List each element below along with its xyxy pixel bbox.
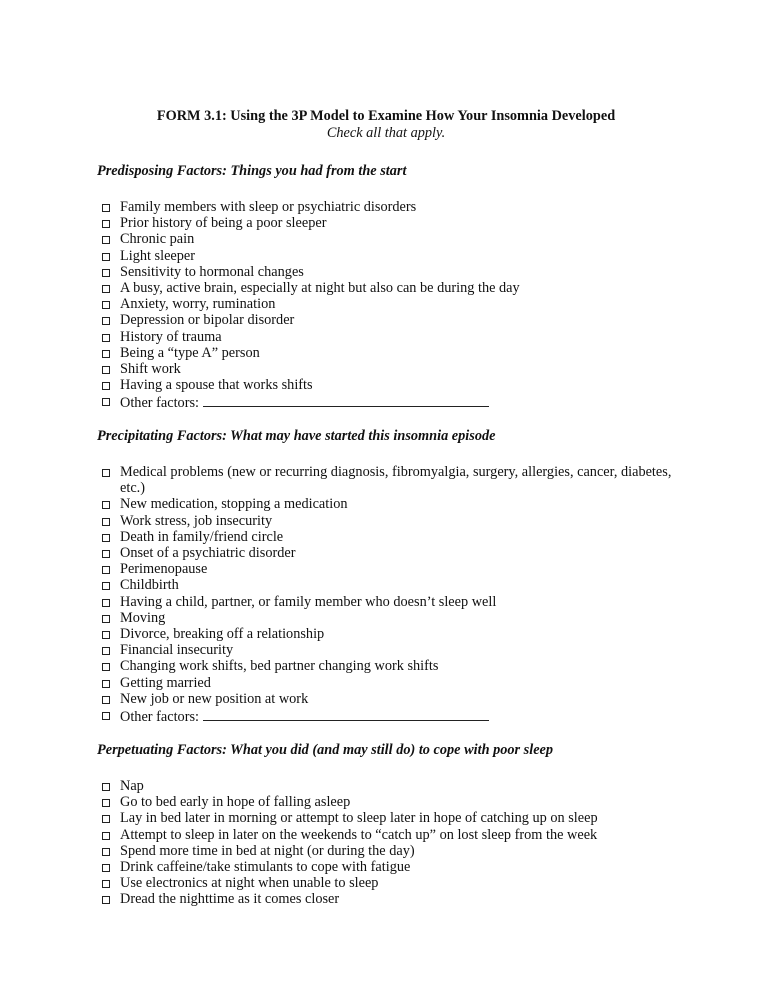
checklist-item: [97, 675, 697, 691]
checklist-item: [97, 513, 697, 529]
write-in-line[interactable]: [203, 707, 489, 721]
checklist-item: [97, 658, 697, 674]
checklist-item-label: Prior history of being a poor sleeper: [120, 215, 327, 232]
form-title: FORM 3.1: Using the 3P Model to Examine How Your Insomnia Developed: [156, 108, 616, 124]
checkbox[interactable]: [102, 501, 110, 509]
checklist-item-label: Being a “type A” person: [120, 344, 260, 361]
checkbox[interactable]: [102, 350, 110, 358]
checklist-item: [97, 610, 697, 626]
checklist-item: [97, 377, 697, 393]
checklist-item: [97, 561, 697, 577]
checkbox[interactable]: [102, 236, 110, 244]
checkbox[interactable]: [102, 269, 110, 277]
checklist-item-label: Death in family/friend circle: [120, 528, 284, 545]
checkbox[interactable]: [102, 301, 110, 309]
checkbox[interactable]: [102, 799, 110, 807]
checklist-item: [97, 215, 697, 231]
checkbox[interactable]: [102, 663, 110, 671]
checklist-item-label: Light sleeper: [120, 247, 196, 264]
checklist-item: [97, 296, 697, 312]
checklist-item: [97, 626, 697, 642]
checkbox[interactable]: [102, 550, 110, 558]
checklist-item-label: Other factors:: [120, 395, 199, 412]
checklist-item: [97, 859, 697, 875]
write-in-line[interactable]: [203, 393, 489, 407]
checklist-item: [97, 231, 697, 247]
checklist-item-label: Family members with sleep or psychiatric disorders: [120, 199, 417, 215]
checklist-item-label: Use electronics at night when unable to sleep: [120, 875, 379, 892]
checkbox[interactable]: [102, 631, 110, 639]
checklist-item-label: Drink caffeine/take stimulants to cope with fatigue: [120, 859, 411, 876]
checklist-item: [97, 875, 697, 891]
checkbox[interactable]: [102, 696, 110, 704]
checklist-item-label: Moving: [120, 609, 166, 626]
checklist-item: [97, 361, 697, 377]
checklist-item: [97, 891, 697, 907]
checkbox[interactable]: [102, 712, 110, 720]
checklist-item: [97, 691, 697, 707]
checklist-item-label: Dread the nighttime as it comes closer: [120, 891, 340, 908]
checklist-item: [97, 393, 697, 411]
checklist-item: [97, 577, 697, 593]
checklist-item-label: New medication, stopping a medication: [120, 496, 348, 513]
checklist-item-label: Medical problems (new or recurring diagnosis, fibromyalgia, surgery, allergies, cancer, diabetes, etc.): [120, 464, 672, 497]
checkbox[interactable]: [102, 253, 110, 261]
checklist-item: [97, 707, 697, 725]
checklist-item: [97, 280, 697, 296]
checklist-item: [97, 264, 697, 280]
section-heading-perpetuating: Perpetuating Factors: What you did (and may still do) to cope with poor sleep: [97, 742, 554, 758]
checklist-item-label: Childbirth: [120, 577, 179, 594]
checklist-item: [97, 794, 697, 810]
checklist-item: [97, 778, 697, 794]
checklist-item-label: Attempt to sleep in later on the weekends to “catch up” on lost sleep from the week: [120, 826, 598, 843]
checklist-item: [97, 545, 697, 561]
checkbox[interactable]: [102, 864, 110, 872]
checkbox[interactable]: [102, 680, 110, 688]
checklist-item-label: Sensitivity to hormonal changes: [120, 263, 304, 280]
checklist-item: [97, 642, 697, 658]
checklist-item-label: Spend more time in bed at night (or during the day): [120, 842, 415, 859]
checkbox[interactable]: [102, 382, 110, 390]
checkbox[interactable]: [102, 783, 110, 791]
checklist-item-label: Having a child, partner, or family member who doesn’t sleep well: [120, 593, 497, 610]
checklist-item-label: A busy, active brain, especially at night but also can be during the day: [120, 280, 520, 297]
form-instruction: Check all that apply.: [326, 125, 446, 141]
checklist-item: [97, 329, 697, 345]
checklist-item-label: History of trauma: [120, 328, 222, 345]
section-precipitating: [97, 428, 697, 726]
checkbox[interactable]: [102, 848, 110, 856]
checklist-item-label: Depression or bipolar disorder: [120, 312, 295, 329]
checklist-item-label: Financial insecurity: [120, 642, 234, 659]
checkbox[interactable]: [102, 334, 110, 342]
checklist-item: [97, 843, 697, 859]
checkbox[interactable]: [102, 317, 110, 325]
checklist-item-label: Having a spouse that works shifts: [120, 377, 313, 394]
checklist-item-label: Getting married: [120, 674, 211, 691]
checkbox[interactable]: [102, 398, 110, 406]
section-perpetuating: [97, 742, 697, 908]
checkbox[interactable]: [102, 815, 110, 823]
checklist-item: [97, 496, 697, 512]
checklist-item: [97, 345, 697, 361]
checklist-perpetuating: [97, 778, 697, 908]
section-predisposing: [97, 163, 697, 412]
checklist-item-label: Go to bed early in hope of falling asleep: [120, 794, 351, 811]
checklist-item-label: Other factors:: [120, 709, 199, 726]
section-heading-predisposing: Predisposing Factors: Things you had from the start: [97, 163, 407, 179]
title-block: [0, 108, 772, 142]
checklist-item-label: Divorce, breaking off a relationship: [120, 626, 325, 643]
checkbox[interactable]: [102, 366, 110, 374]
checklist-item: [97, 199, 697, 215]
checklist-item: [97, 312, 697, 328]
checkbox[interactable]: [102, 285, 110, 293]
checklist-item-label: Perimenopause: [120, 561, 208, 578]
checklist-item-label: Shift work: [120, 361, 181, 378]
checkbox[interactable]: [102, 469, 110, 477]
checkbox[interactable]: [102, 204, 110, 212]
checklist-item-label: Work stress, job insecurity: [120, 512, 273, 529]
checkbox[interactable]: [102, 582, 110, 590]
checkbox[interactable]: [102, 599, 110, 607]
checklist-item-label: Nap: [120, 778, 144, 794]
checkbox[interactable]: [102, 896, 110, 904]
checklist-item: [97, 827, 697, 843]
checklist-predisposing: [97, 199, 697, 412]
checklist-item: [97, 464, 697, 496]
checklist-item-label: Lay in bed later in morning or attempt to sleep later in hope of catching up on sleep: [120, 810, 598, 827]
checkbox[interactable]: [102, 615, 110, 623]
checklist-item-label: Anxiety, worry, rumination: [120, 296, 276, 313]
checkbox[interactable]: [102, 534, 110, 542]
checkbox[interactable]: [102, 832, 110, 840]
checklist-item: [97, 810, 697, 826]
checklist-item-label: New job or new position at work: [120, 690, 309, 707]
checkbox[interactable]: [102, 647, 110, 655]
section-heading-precipitating: Precipitating Factors: What may have started this insomnia episode: [97, 428, 496, 444]
checklist-item-label: Onset of a psychiatric disorder: [120, 545, 296, 562]
checklist-precipitating: [97, 464, 697, 725]
checkbox[interactable]: [102, 220, 110, 228]
checklist-item-label: Changing work shifts, bed partner changing work shifts: [120, 658, 439, 675]
checkbox[interactable]: [102, 880, 110, 888]
checkbox[interactable]: [102, 518, 110, 526]
checklist-item: [97, 594, 697, 610]
checklist-item: [97, 248, 697, 264]
checklist-item-label: Chronic pain: [120, 231, 195, 248]
checklist-item: [97, 529, 697, 545]
checkbox[interactable]: [102, 566, 110, 574]
